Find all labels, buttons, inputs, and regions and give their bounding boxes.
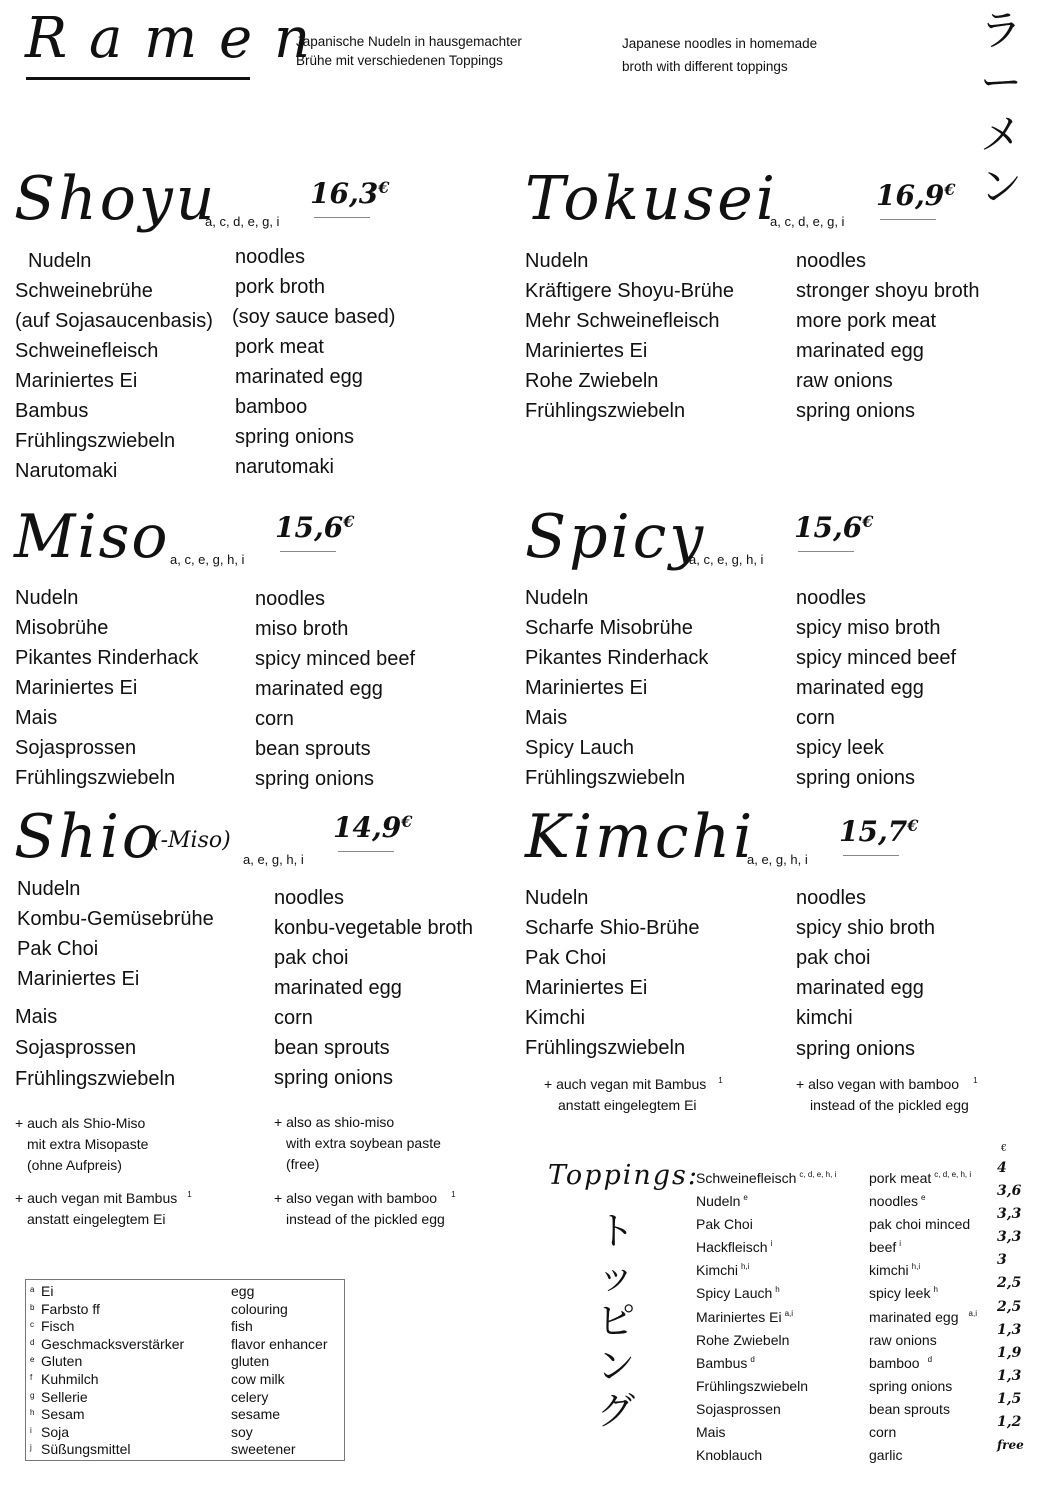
price-underline xyxy=(314,217,370,218)
legend-letter: h xyxy=(30,1408,35,1418)
topping-en-name: spicy leek xyxy=(869,1285,931,1302)
menu-title: R a m e n xyxy=(25,6,313,71)
ingredient-en: bean sprouts xyxy=(255,738,371,760)
shio-note-en-1 xyxy=(274,1112,441,1175)
topping-de xyxy=(696,1371,836,1394)
ingredients-de-shoyu xyxy=(15,246,213,486)
legend-de-item: Gluten xyxy=(41,1353,83,1370)
ingredient-en: bamboo xyxy=(235,396,308,418)
ingredient-de: Schweinebrühe xyxy=(15,280,153,302)
topping-de-name: Sojasprossen xyxy=(696,1400,781,1417)
price-underline xyxy=(880,219,936,220)
legend-letter: a xyxy=(30,1285,35,1294)
legend-letter: i xyxy=(30,1425,32,1435)
ingredient-en: spring onions xyxy=(796,1038,915,1060)
ingredient-en: (soy sauce based) xyxy=(232,306,396,328)
price-underline xyxy=(280,551,336,552)
ingredient-en: more pork meat xyxy=(796,310,937,332)
ingredients-de-spicy xyxy=(525,583,708,793)
legend-en-item: soy xyxy=(231,1423,253,1440)
katakana-char: ッ xyxy=(596,1254,635,1298)
topping-de-name: Schweinefleisch xyxy=(696,1170,797,1186)
topping-de-name: Nudeln xyxy=(696,1193,741,1210)
topping-de xyxy=(696,1325,836,1348)
allergens-kimchi: a, e, g, h, i xyxy=(747,852,808,867)
topping-allergens: h,i xyxy=(911,1262,921,1272)
ingredient-de: Misobrühe xyxy=(15,617,109,639)
price-spicy xyxy=(794,511,873,544)
topping-allergens: a,i xyxy=(968,1308,977,1318)
note-text: + also vegan with bamboo xyxy=(796,1076,960,1092)
legend-en-item: sweetener xyxy=(231,1441,296,1458)
toppings-katakana xyxy=(590,1209,642,1437)
price-value: 15,6 xyxy=(794,511,863,544)
toppings-currency-header: € xyxy=(1001,1144,1007,1154)
allergen-legend xyxy=(25,1279,345,1461)
legend-de-item: Ei xyxy=(41,1283,54,1299)
note-line: (free) xyxy=(286,1156,320,1172)
ingredient-de: Frühlingszwiebeln xyxy=(15,430,176,452)
legend-de-item: Süßungsmittel xyxy=(41,1441,131,1458)
topping-price: 3,6 xyxy=(997,1183,1022,1200)
legend-letter: b xyxy=(30,1302,35,1312)
topping-de xyxy=(696,1348,836,1371)
ingredient-en: spring onions xyxy=(796,400,915,422)
legend-de-item: Kuhmilch xyxy=(41,1370,99,1387)
description-en-line: broth with different toppings xyxy=(622,59,788,74)
note-footnote: 1 xyxy=(718,1076,723,1085)
ingredient-en: noodles xyxy=(796,250,867,272)
ingredients-de-shio-2 xyxy=(15,1002,175,1094)
legend-de-item: Soja xyxy=(41,1423,70,1440)
topping-de xyxy=(696,1394,836,1417)
topping-allergens: e xyxy=(921,1193,926,1203)
legend-de xyxy=(41,1283,184,1459)
topping-en xyxy=(869,1440,977,1463)
topping-en xyxy=(869,1417,977,1440)
description-de-line: Japanische Nudeln in hausgemachter xyxy=(296,34,522,49)
note-line: anstatt eingelegtem Ei xyxy=(27,1211,166,1227)
topping-en-name: noodles xyxy=(869,1193,919,1210)
toppings-prices xyxy=(997,1157,1024,1457)
ingredient-en: noodles xyxy=(235,246,306,268)
topping-price: free xyxy=(997,1438,1024,1453)
topping-en xyxy=(869,1371,977,1394)
ingredient-en: noodles xyxy=(255,588,326,610)
ingredient-en: marinated egg xyxy=(274,977,402,999)
price-underline xyxy=(798,551,854,552)
topping-en xyxy=(869,1394,977,1417)
ingredient-en: pak choi xyxy=(274,947,349,969)
ingredient-en: stronger shoyu broth xyxy=(796,280,980,302)
ingredient-en: marinated egg xyxy=(255,678,383,700)
ingredient-de: Pikantes Rinderhack xyxy=(15,647,199,669)
topping-price: 4 xyxy=(997,1160,1007,1176)
topping-en-name: bamboo xyxy=(869,1354,920,1371)
legend-en xyxy=(231,1283,328,1459)
topping-en-name: kimchi xyxy=(869,1262,909,1279)
ingredients-de-kimchi xyxy=(525,883,700,1063)
allergens-spicy: a, c, e, g, h, i xyxy=(689,552,764,567)
topping-en xyxy=(869,1232,977,1255)
shio-note-de-1 xyxy=(15,1113,148,1176)
description-en xyxy=(622,32,817,78)
ingredient-de: Kräftigere Shoyu-Brühe xyxy=(525,280,735,302)
katakana-char: ラ xyxy=(979,6,1022,55)
topping-en-name: pak choi minced xyxy=(869,1216,971,1233)
note-footnote: 1 xyxy=(451,1190,456,1199)
katakana-char: メ xyxy=(979,110,1022,159)
topping-de xyxy=(696,1417,836,1440)
topping-allergens: i xyxy=(899,1239,902,1249)
allergens-tokusei: a, c, d, e, g, i xyxy=(770,214,845,229)
katakana-char: ト xyxy=(596,1209,635,1253)
note-line xyxy=(796,1070,978,1095)
topping-en-name: beef xyxy=(869,1239,897,1256)
note-footnote: 1 xyxy=(973,1076,978,1085)
price-value: 15,6 xyxy=(275,511,344,544)
ingredient-en: noodles xyxy=(796,587,867,609)
currency-sign: € xyxy=(378,178,390,197)
dish-name-miso: Miso xyxy=(14,502,170,572)
ramen-katakana xyxy=(976,6,1026,218)
topping-de xyxy=(696,1232,836,1255)
ingredient-de: Frühlingszwiebeln xyxy=(525,1037,686,1059)
allergens-shio: a, e, g, h, i xyxy=(243,852,304,867)
shio-note-en-2 xyxy=(274,1184,456,1230)
topping-en xyxy=(869,1255,977,1278)
allergens-shoyu: a, c, d, e, g, i xyxy=(205,214,280,229)
note-line: + auch als Shio-Miso xyxy=(15,1115,146,1131)
ingredient-de: Nudeln xyxy=(525,887,589,909)
ingredient-de: Sojasprossen xyxy=(15,1037,137,1059)
note-line: anstatt eingelegtem Ei xyxy=(558,1097,697,1113)
note-line: instead of the pickled egg xyxy=(286,1211,445,1227)
legend-letter: j xyxy=(30,1443,32,1453)
toppings-title: Toppings: xyxy=(548,1160,699,1191)
ingredient-en: narutomaki xyxy=(235,456,334,478)
topping-en xyxy=(869,1325,977,1348)
topping-en-name: corn xyxy=(869,1424,897,1441)
ingredient-de: Pikantes Rinderhack xyxy=(525,647,709,669)
ingredients-de-miso xyxy=(15,583,198,793)
topping-en-name: spring onions xyxy=(869,1377,953,1394)
legend-en-item: egg xyxy=(231,1283,255,1299)
ingredient-de: Rohe Zwiebeln xyxy=(525,370,659,392)
legend-en-item: sesame xyxy=(231,1406,281,1423)
legend-letter: c xyxy=(30,1320,34,1330)
topping-price: 3,3 xyxy=(997,1229,1022,1246)
topping-price: 2,5 xyxy=(997,1298,1022,1315)
topping-price: 1,9 xyxy=(997,1344,1022,1361)
topping-allergens: c, d, e, h, i xyxy=(934,1170,972,1179)
ingredients-en-tokusei xyxy=(796,246,979,426)
description-en-line: Japanese noodles in homemade xyxy=(622,36,818,51)
ingredients-en-spicy xyxy=(796,583,956,793)
topping-allergens: d xyxy=(750,1354,755,1364)
topping-allergens: c, d, e, h, i xyxy=(799,1170,837,1179)
note-text: + auch vegan mit Bambus xyxy=(544,1076,707,1092)
ingredient-en: spring onions xyxy=(796,767,915,789)
topping-de-name: Pak Choi xyxy=(696,1216,753,1233)
katakana-char: ピ xyxy=(596,1299,635,1343)
ingredient-de: Nudeln xyxy=(525,587,589,609)
topping-price: 3 xyxy=(997,1252,1007,1269)
description-de-line: Brühe mit verschiedenen Toppings xyxy=(296,53,503,68)
legend-de-item: Sellerie xyxy=(41,1388,88,1405)
note-line xyxy=(15,1184,192,1209)
ingredients-en-shio xyxy=(274,883,473,1093)
price-tokusei xyxy=(876,179,955,212)
ingredient-de: Mariniertes Ei xyxy=(525,977,648,999)
ingredient-de: Schweinefleisch xyxy=(15,340,159,362)
topping-de xyxy=(696,1163,836,1186)
topping-allergens: h xyxy=(775,1285,780,1295)
topping-allergens: e xyxy=(743,1193,748,1203)
legend-letter: d xyxy=(30,1337,35,1347)
price-underline xyxy=(843,855,899,856)
topping-en xyxy=(869,1163,977,1186)
topping-en-name: raw onions xyxy=(869,1331,937,1348)
note-line: (ohne Aufpreis) xyxy=(27,1157,122,1173)
topping-en xyxy=(869,1348,977,1371)
topping-de xyxy=(696,1255,836,1278)
topping-de-name: Knoblauch xyxy=(696,1447,763,1464)
topping-price: 3,3 xyxy=(997,1206,1022,1223)
ingredient-en: noodles xyxy=(274,887,345,909)
topping-en xyxy=(869,1302,977,1325)
legend-en-item: flavor enhancer xyxy=(231,1335,328,1352)
currency-sign: € xyxy=(944,180,956,199)
legend-letters xyxy=(30,1284,34,1460)
note-text: + also vegan with bamboo xyxy=(274,1190,438,1206)
topping-de xyxy=(696,1278,836,1301)
topping-allergens: h xyxy=(933,1285,938,1295)
topping-de-name: Hackfleisch xyxy=(696,1239,768,1256)
topping-en-name: garlic xyxy=(869,1447,903,1464)
topping-de xyxy=(696,1209,836,1232)
ingredient-de: Frühlingszwiebeln xyxy=(525,400,686,422)
legend-de-item: Geschmacksverstärker xyxy=(41,1335,185,1352)
dish-name-spicy: Spicy xyxy=(525,502,707,572)
ingredient-de: Nudeln xyxy=(17,878,81,900)
ingredient-en: spicy miso broth xyxy=(796,617,941,639)
ingredient-en: spring onions xyxy=(255,768,374,790)
dish-name-kimchi: Kimchi xyxy=(525,802,756,872)
price-shio xyxy=(333,811,412,844)
ingredient-en: corn xyxy=(255,708,294,730)
ingredient-en: kimchi xyxy=(796,1007,853,1029)
dish-name-tokusei: Tokusei xyxy=(525,164,778,234)
topping-de-name: Frühlingszwiebeln xyxy=(696,1377,809,1394)
price-value: 15,7 xyxy=(839,815,908,848)
ingredient-de: Pak Choi xyxy=(17,938,99,960)
ingredient-en: marinated egg xyxy=(796,677,924,699)
ingredient-de: Frühlingszwiebeln xyxy=(525,767,686,789)
ingredient-de: Frühlingszwiebeln xyxy=(15,1068,176,1090)
topping-en-name: bean sprouts xyxy=(869,1400,950,1417)
price-underline xyxy=(338,851,394,852)
ingredient-de: Pak Choi xyxy=(525,947,607,969)
ingredient-de: Mais xyxy=(15,707,58,729)
currency-sign: € xyxy=(907,816,919,835)
note-line xyxy=(544,1070,723,1095)
ingredient-en: marinated egg xyxy=(796,340,924,362)
legend-letter: e xyxy=(30,1355,35,1365)
title-underline xyxy=(26,77,250,80)
legend-de-item: Farbsto ff xyxy=(41,1300,100,1317)
ingredient-en: pork meat xyxy=(235,336,324,358)
topping-en xyxy=(869,1278,977,1301)
ingredient-en: spring onions xyxy=(235,426,354,448)
ingredient-de: Mais xyxy=(525,707,568,729)
ingredients-de-tokusei xyxy=(525,246,734,426)
topping-price: 2,5 xyxy=(997,1275,1022,1292)
topping-de-name: Kimchi xyxy=(696,1262,739,1279)
katakana-char: ン xyxy=(979,162,1022,211)
ingredient-de: Mariniertes Ei xyxy=(17,968,140,990)
ingredient-en: konbu-vegetable broth xyxy=(274,917,474,939)
ingredients-en-shoyu xyxy=(232,242,396,482)
ingredient-en: pork broth xyxy=(235,276,326,298)
ingredient-de: Spicy Lauch xyxy=(525,737,634,759)
topping-en-name: pork meat xyxy=(869,1170,932,1186)
ingredient-en: spicy minced beef xyxy=(796,647,957,669)
ingredient-de: Narutomaki xyxy=(15,460,118,482)
topping-de xyxy=(696,1186,836,1209)
legend-en-item: fish xyxy=(231,1318,253,1335)
topping-price: 1,3 xyxy=(997,1367,1022,1384)
ingredient-en: noodles xyxy=(796,887,867,909)
price-value: 14,9 xyxy=(333,811,402,844)
topping-en xyxy=(869,1209,977,1232)
topping-de-name: Mais xyxy=(696,1424,726,1441)
topping-price: 1,3 xyxy=(997,1321,1022,1338)
legend-de-item: Sesam xyxy=(41,1406,85,1423)
price-miso xyxy=(275,511,354,544)
kimchi-note-de xyxy=(544,1070,723,1116)
topping-price: 1,2 xyxy=(997,1414,1022,1431)
ingredient-en: spicy shio broth xyxy=(796,917,935,939)
shio-note-de-2 xyxy=(15,1184,192,1230)
legend-de-item: Fisch xyxy=(41,1318,75,1335)
topping-de xyxy=(696,1302,836,1325)
dish-name-shoyu: Shoyu xyxy=(14,164,218,234)
legend-letter: f xyxy=(30,1372,33,1382)
ingredient-de: Bambus xyxy=(15,400,89,422)
ingredient-en: spicy minced beef xyxy=(255,648,416,670)
description-de xyxy=(296,32,522,70)
ingredients-de-shio xyxy=(17,874,214,994)
ingredient-en: spring onions xyxy=(274,1067,393,1089)
ingredient-en: miso broth xyxy=(255,618,349,640)
topping-de-name: Bambus xyxy=(696,1354,748,1371)
ingredient-de: Nudeln xyxy=(15,587,79,609)
topping-allergens: a,i xyxy=(784,1308,794,1318)
topping-de-name: Spicy Lauch xyxy=(696,1285,773,1302)
price-value: 16,9 xyxy=(876,179,945,212)
ingredient-en: pak choi xyxy=(796,947,871,969)
ingredients-en-miso xyxy=(255,584,415,794)
ingredient-de: Kombu-Gemüsebrühe xyxy=(17,908,214,930)
ingredient-de: Mariniertes Ei xyxy=(15,370,138,392)
ingredient-de: Mariniertes Ei xyxy=(525,677,648,699)
ingredient-de: Mariniertes Ei xyxy=(525,340,648,362)
ingredient-de: Nudeln xyxy=(525,250,589,272)
price-kimchi xyxy=(839,815,918,848)
note-line: mit extra Misopaste xyxy=(27,1136,149,1152)
legend-letter: g xyxy=(30,1390,35,1400)
ingredient-de: Frühlingszwiebeln xyxy=(15,767,176,789)
ingredient-de: Mais xyxy=(15,1006,58,1028)
price-shoyu xyxy=(310,177,389,210)
ingredient-en: marinated egg xyxy=(235,366,363,388)
legend-en-item: gluten xyxy=(231,1353,270,1370)
kimchi-note-en xyxy=(796,1070,978,1116)
note-line xyxy=(274,1184,456,1209)
ingredient-en: corn xyxy=(274,1007,313,1029)
topping-en xyxy=(869,1186,977,1209)
ingredient-de: Scharfe Shio-Brühe xyxy=(525,917,700,939)
price-value: 16,3 xyxy=(310,177,379,210)
ingredient-de: Scharfe Misobrühe xyxy=(525,617,693,639)
topping-allergens: d xyxy=(927,1354,933,1364)
katakana-char: ー xyxy=(979,58,1022,107)
legend-en-item: colouring xyxy=(231,1300,288,1317)
topping-price: 1,5 xyxy=(997,1390,1022,1407)
currency-sign: € xyxy=(401,812,413,831)
katakana-char: グ xyxy=(596,1389,635,1433)
note-line: + also as shio-miso xyxy=(274,1114,395,1130)
allergens-miso: a, c, e, g, h, i xyxy=(170,552,245,567)
ingredient-de: (auf Sojasaucenbasis) xyxy=(15,310,213,332)
ingredients-en-kimchi xyxy=(796,883,935,1064)
topping-en-name: marinated egg xyxy=(869,1308,959,1325)
toppings-en xyxy=(869,1163,977,1463)
ingredient-en: raw onions xyxy=(796,370,893,392)
note-text: + auch vegan mit Bambus xyxy=(15,1190,178,1206)
dish-name-shio: Shio xyxy=(14,802,162,872)
ingredient-de: Nudeln xyxy=(28,250,92,272)
topping-allergens: h,i xyxy=(741,1262,750,1272)
ingredient-en: corn xyxy=(796,707,835,729)
note-footnote: 1 xyxy=(187,1190,192,1199)
currency-sign: € xyxy=(862,512,874,531)
topping-de-name: Mariniertes Ei xyxy=(696,1308,782,1325)
ingredient-de: Kimchi xyxy=(525,1007,586,1029)
ingredient-de: Mariniertes Ei xyxy=(15,677,138,699)
topping-de-name: Rohe Zwiebeln xyxy=(696,1331,790,1348)
toppings-de xyxy=(696,1163,836,1463)
legend-en-item: cow milk xyxy=(231,1370,285,1387)
ingredient-en: bean sprouts xyxy=(274,1037,390,1059)
ingredient-de: Sojasprossen xyxy=(15,737,137,759)
currency-sign: € xyxy=(343,512,355,531)
ingredient-en: marinated egg xyxy=(796,977,924,999)
note-line: with extra soybean paste xyxy=(286,1135,441,1151)
note-line: instead of the pickled egg xyxy=(810,1097,969,1113)
ingredient-de: Mehr Schweinefleisch xyxy=(525,310,720,332)
topping-allergens: i xyxy=(770,1239,773,1249)
topping-de xyxy=(696,1440,836,1463)
katakana-char: ン xyxy=(596,1344,635,1388)
ingredient-en: spicy leek xyxy=(796,737,884,759)
legend-en-item: celery xyxy=(231,1388,269,1405)
dish-subtitle-shio: (-Miso) xyxy=(152,828,231,853)
